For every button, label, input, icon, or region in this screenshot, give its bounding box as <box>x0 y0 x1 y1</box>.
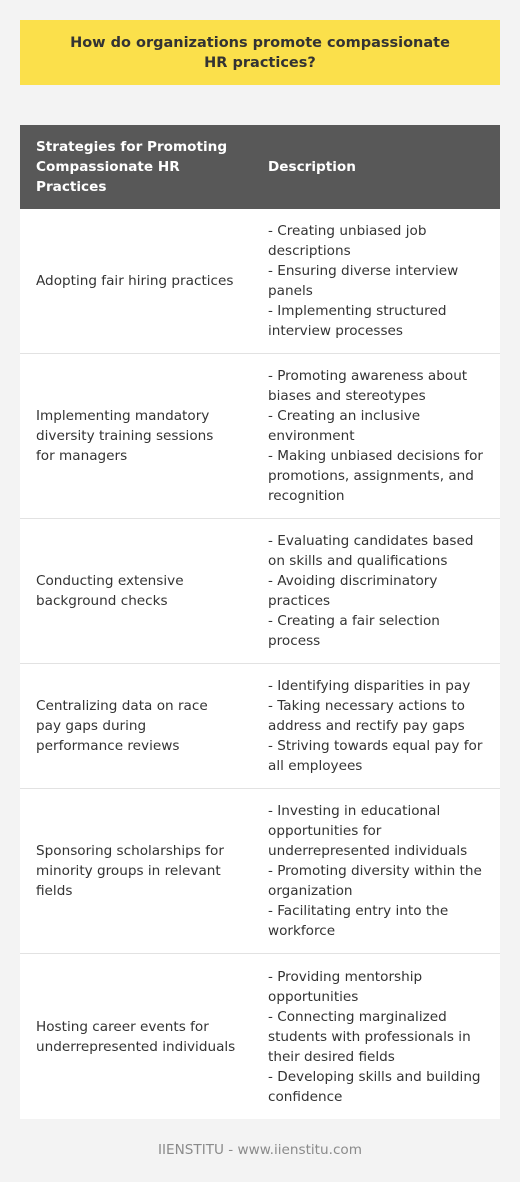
description-line: - Investing in educational opportunities for underrepresented individuals <box>268 803 468 859</box>
description-line: - Identifying disparities in pay <box>268 678 471 694</box>
description-line: - Taking necessary actions to address and rectify pay gaps <box>268 698 465 734</box>
description-line: - Facilitating entry into the workforce <box>268 903 449 939</box>
table-header <box>20 125 500 209</box>
strategies-table <box>20 125 500 1119</box>
strategy-cell: Implementing mandatory diversity training sessions for managers <box>36 408 214 464</box>
description-line: - Avoiding discriminatory practices <box>268 573 438 609</box>
strategy-cell: Hosting career events for underrepresented individuals <box>36 1018 236 1055</box>
description-cell <box>252 209 500 353</box>
strategy-cell: Centralizing data on race pay gaps during performance reviews <box>36 698 208 754</box>
footer-credit: IIENSTITU - www.iienstitu.com <box>158 1142 362 1158</box>
table-row <box>20 954 500 1119</box>
description-line: - Evaluating candidates based on skills and qualifications <box>268 533 474 569</box>
description-line: - Developing skills and building confidence <box>268 1068 481 1105</box>
description-line: - Creating unbiased job descriptions <box>268 223 427 259</box>
table-row <box>20 664 500 789</box>
description-line: - Promoting diversity within the organization <box>268 863 482 899</box>
description-cell <box>252 789 500 953</box>
description-line: - Creating an inclusive environment <box>268 408 421 444</box>
description-line: - Providing mentorship opportunities <box>268 968 423 1005</box>
header-strategies: Strategies for Promoting Compassionate HR Practices <box>36 139 228 195</box>
description-cell <box>252 354 500 518</box>
page-title: How do organizations promote compassionate HR practices? <box>70 34 450 71</box>
description-cell <box>252 519 500 663</box>
description-line: - Striving towards equal pay for all employees <box>268 738 483 774</box>
description-cell <box>252 954 500 1119</box>
strategy-cell: Adopting fair hiring practices <box>36 273 234 289</box>
description-line: - Implementing structured interview processes <box>268 303 447 339</box>
table-row <box>20 789 500 954</box>
table-row <box>20 209 500 354</box>
description-line: - Connecting marginalized students with professionals in their desired fields <box>268 1008 471 1065</box>
table-row <box>20 354 500 519</box>
description-line: - Making unbiased decisions for promotions, assignments, and recognition <box>268 448 483 504</box>
table-row <box>20 519 500 664</box>
description-line: - Promoting awareness about biases and stereotypes <box>268 368 468 404</box>
description-line: - Ensuring diverse interview panels <box>268 263 459 299</box>
description-cell <box>252 664 500 788</box>
description-line: - Creating a fair selection process <box>268 613 440 649</box>
strategy-cell: Conducting extensive background checks <box>36 573 184 609</box>
header-description: Description <box>268 159 356 175</box>
title-banner <box>20 20 500 85</box>
strategy-cell: Sponsoring scholarships for minority groups in relevant fields <box>36 843 224 899</box>
